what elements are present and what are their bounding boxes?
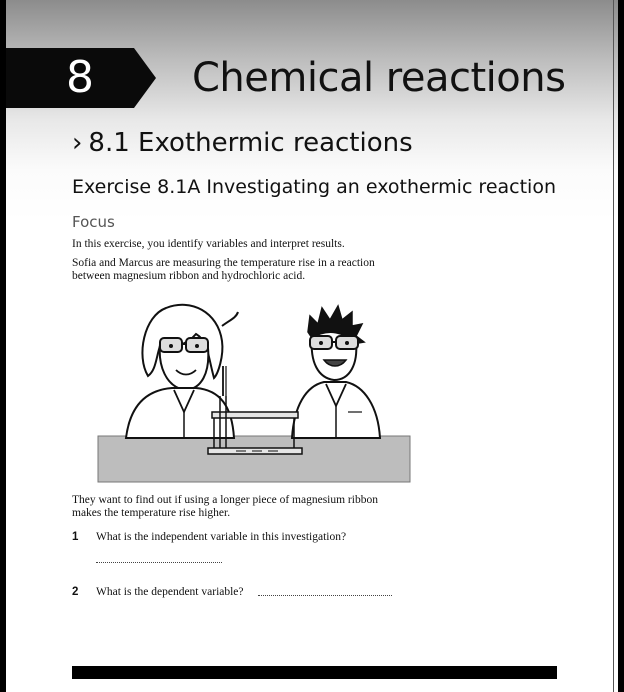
- workbook-page: [6, 0, 618, 692]
- answer-line-2[interactable]: [258, 595, 392, 596]
- question-number: 2: [72, 586, 79, 598]
- question-text: What is the dependent variable?: [96, 586, 244, 598]
- chapter-number: 8: [66, 52, 94, 103]
- two-students-with-test-tubes-illustration: [96, 286, 412, 486]
- scenario-line-2: between magnesium ribbon and hydrochloric acid.: [72, 270, 306, 282]
- body-line-1: They want to find out if using a longer piece of magnesium ribbon: [72, 494, 378, 506]
- bottom-rule: [72, 666, 557, 679]
- question-2: [72, 585, 244, 599]
- focus-heading: Focus: [72, 213, 115, 231]
- exercise-title: Exercise 8.1A Investigating an exothermic reaction: [72, 176, 556, 198]
- body-line-2: makes the temperature rise higher.: [72, 507, 231, 519]
- section-title: 8.1 Exothermic reactions: [88, 128, 413, 158]
- page-edge-line: [613, 0, 614, 692]
- answer-line-1[interactable]: [96, 562, 222, 563]
- question-number: 1: [72, 531, 79, 543]
- question-1: [72, 530, 346, 544]
- scenario-line-1: Sofia and Marcus are measuring the temperature rise in a reaction: [72, 257, 375, 269]
- question-text: What is the independent variable in this investigation?: [96, 531, 347, 543]
- focus-intro: In this exercise, you identify variables and interpret results.: [72, 238, 345, 250]
- chapter-title: Chemical reactions: [192, 55, 566, 101]
- chevron-right-icon: ›: [72, 128, 83, 158]
- section-heading: [72, 125, 413, 161]
